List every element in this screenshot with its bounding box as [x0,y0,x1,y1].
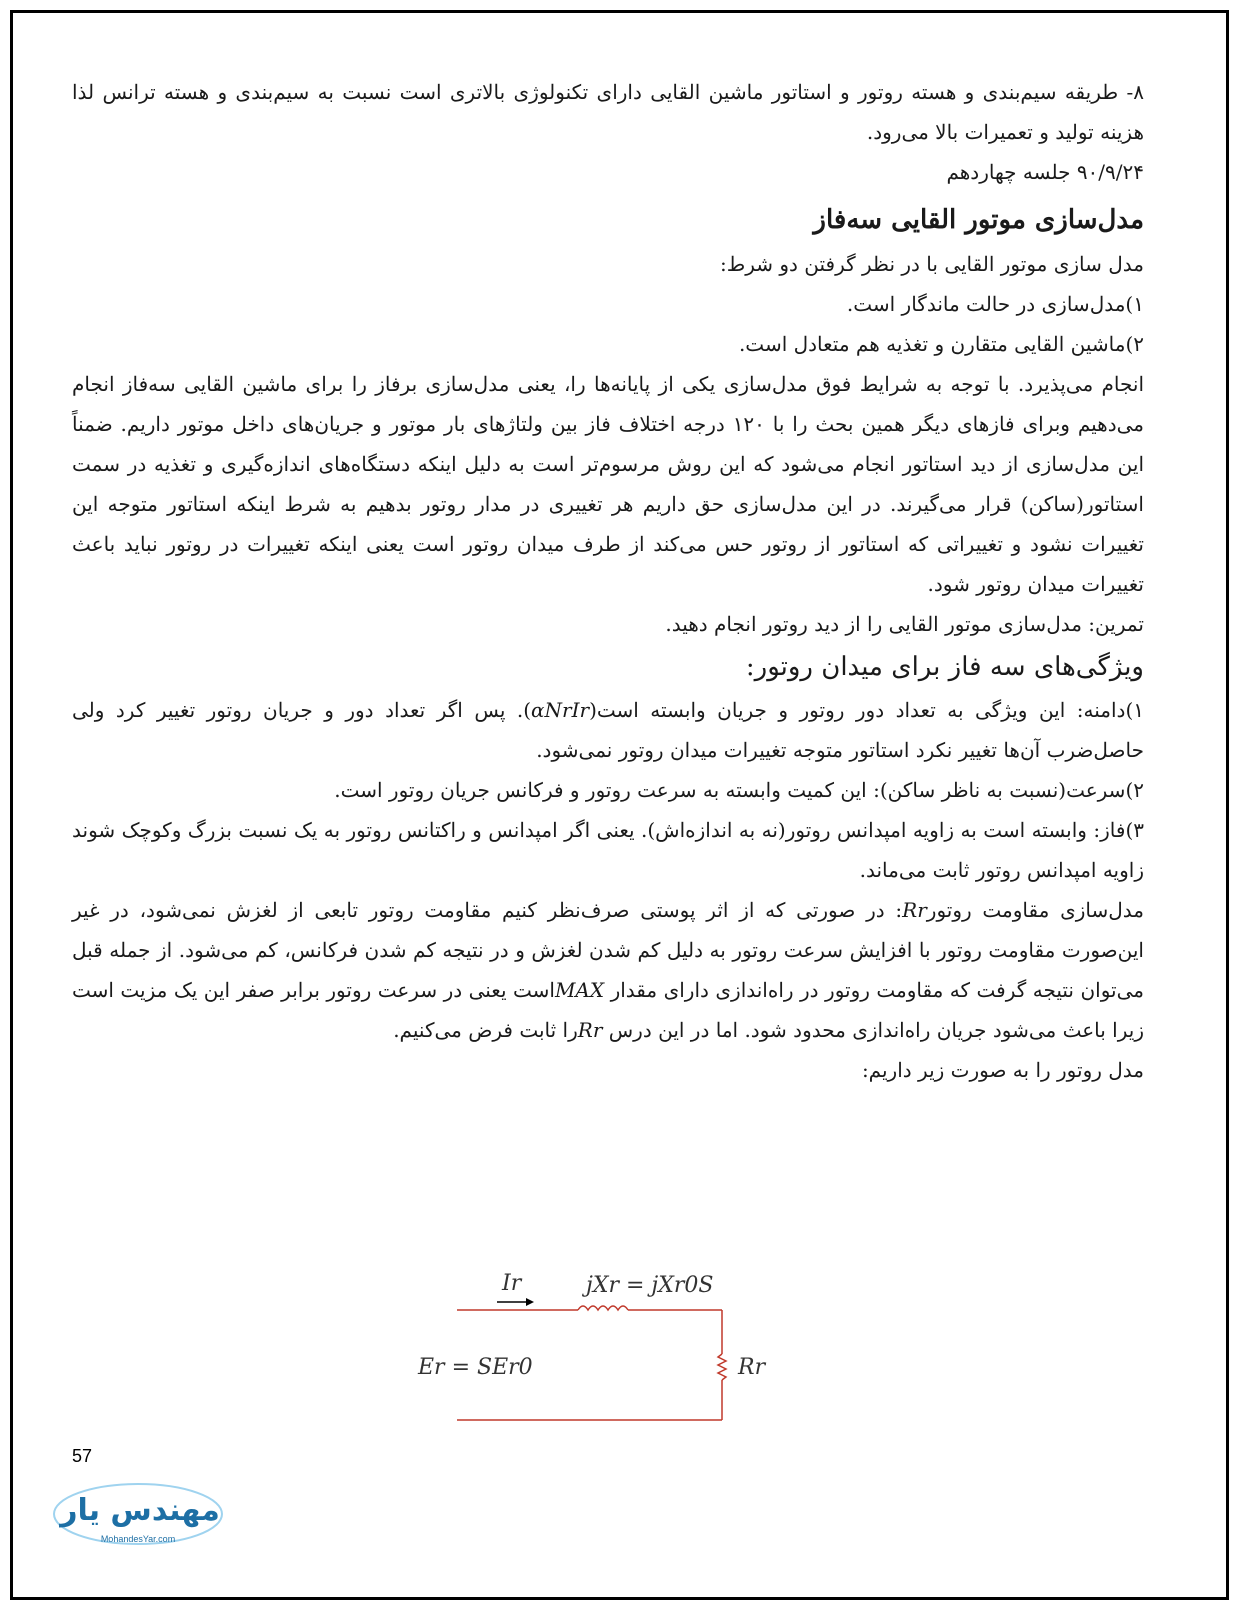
page-number: 57 [72,1446,93,1466]
mohandesyar-logo [48,1470,228,1550]
resistance-label: Rr [738,1355,766,1380]
resistance-text-b: : در صورتی که از اثر پوستی صرف‌نظر کنیم مقاومت روتور تابعی از لغزش نمی‌شود، در غیر این‌صورت مقاومت روتور با افزایش سرعت روتور به دلیل کم شدن لغزش و در نتیجه کم شدن فرکانس، کم می‌شود. از جمله قبل می‌توان نتیجه گرفت که مقاومت روتور در راه‌اندازی دارای مقدار [72,898,1144,1002]
rotor-circuit-diagram [400,1262,820,1442]
math-rr-2: Rr [577,1018,603,1042]
features-subtitle: ویژگی‌های سه فاز برای میدان روتور: [745,652,1144,682]
resistance-text-d: را ثابت فرض می‌کنیم. [393,1018,578,1042]
exercise-text: تمرین: مدل‌سازی موتور القایی را از دید روتور انجام دهید. [665,612,1144,636]
resistance-text-c: است یعنی در سرعت روتور برابر صفر این یک مزیت است زیرا باعث می‌شود جریان راه‌اندازی محدود شود. اما در این درس [72,978,1144,1042]
feature-amplitude-text-a: ۱)دامنه: این ویژگی به تعداد دور روتور و جریان وابسته است( [589,698,1144,722]
math-max: MAX [554,978,605,1002]
resistance-text-a: مدل‌سازی مقاومت روتور [926,898,1144,922]
feature-amplitude-text-b: ). پس اگر تعداد دور و جریان روتور تغییر کرد ولی حاصل‌ضرب آن‌ها تغییر نکرد استاتور متوجه تغییرات میدان روتور نمی‌شود. [72,698,1144,762]
resistance-paragraph [72,890,1144,1050]
body-paragraph: انجام می‌پذیرد. با توجه به شرایط فوق مدل‌سازی یکی از پایانه‌ها را، یعنی مدل‌سازی برفاز را برای ماشین القایی سه‌فاز انجام می‌دهیم وبرای فازهای دیگر همین بحث را با ۱۲۰ درجه اختلاف فاز بین ولتاژهای بار موتور و جریان‌های داخل موتور داریم. ضمناً این مدل‌سازی از دید استاتور انجام می‌شود که این روش مرسوم‌تر است به دلیل اینکه دستگاه‌های اندازه‌گیری و تغذیه در سمت استاتور(ساکن) قرار می‌گیرند. در این مدل‌سازی حق داریم هر تغییری در مدار روتور بدهیم به شرط اینکه استاتور متوجه این تغییرات نشود و تغییراتی که استاتور از روتور حس می‌کند از طرف میدان روتور است یعنی اینکه تغییرات در روتور نباید باعث تغییرات میدان روتور شود. [72,372,1144,596]
logo-text: مهندس یار [60,1493,220,1528]
emf-label: Er = SEr0 [418,1355,533,1380]
intro-text: مدل سازی موتور القایی با در نظر گرفتن دو شرط: [719,252,1144,276]
condition-1: ۱)مدل‌سازی در حالت ماندگار است. [846,292,1144,316]
math-alpha-nr-ir: αNrIr [531,698,590,722]
resistor-icon [718,1354,726,1380]
arrow-right-icon [526,1298,534,1306]
feature-phase: ۳)فاز: وابسته است به زاویه امپدانس روتور(نه به اندازه‌اش). یعنی اگر امپدانس و راکتانس روتور به یک نسبت بزرگ وکوچک شوند زاویه امپدانس روتور ثابت می‌ماند. [72,818,1144,882]
inductor-icon [578,1306,628,1310]
paragraph-8: ۸- طریقه سیم‌بندی و هسته روتور و استاتور ماشین القایی دارای تکنولوژی بالاتری است نسبت به سیم‌بندی و هسته ترانس لذا هزینه تولید و تعمیرات بالا می‌رود. [72,80,1144,144]
reactance-label: jXr = jXr0S [586,1273,714,1298]
section-title: مدل‌سازی موتور القایی سه‌فاز [813,205,1144,235]
current-label: Ir [502,1271,522,1296]
model-intro: مدل روتور را به صورت زیر داریم: [861,1058,1144,1082]
feature-speed: ۲)سرعت(نسبت به ناظر ساکن): این کمیت وابسته به سرعت روتور و فرکانس جریان روتور است. [334,778,1144,802]
math-rr: Rr [902,898,927,922]
logo-subtext: MohandesYar.com [100,1534,176,1544]
feature-amplitude [72,690,1144,770]
condition-2: ۲)ماشین القایی متقارن و تغذیه هم متعادل است. [738,332,1144,356]
document-body [72,72,1144,1090]
session-date: ۹۰/۹/۲۴ جلسه چهاردهم [946,160,1144,184]
